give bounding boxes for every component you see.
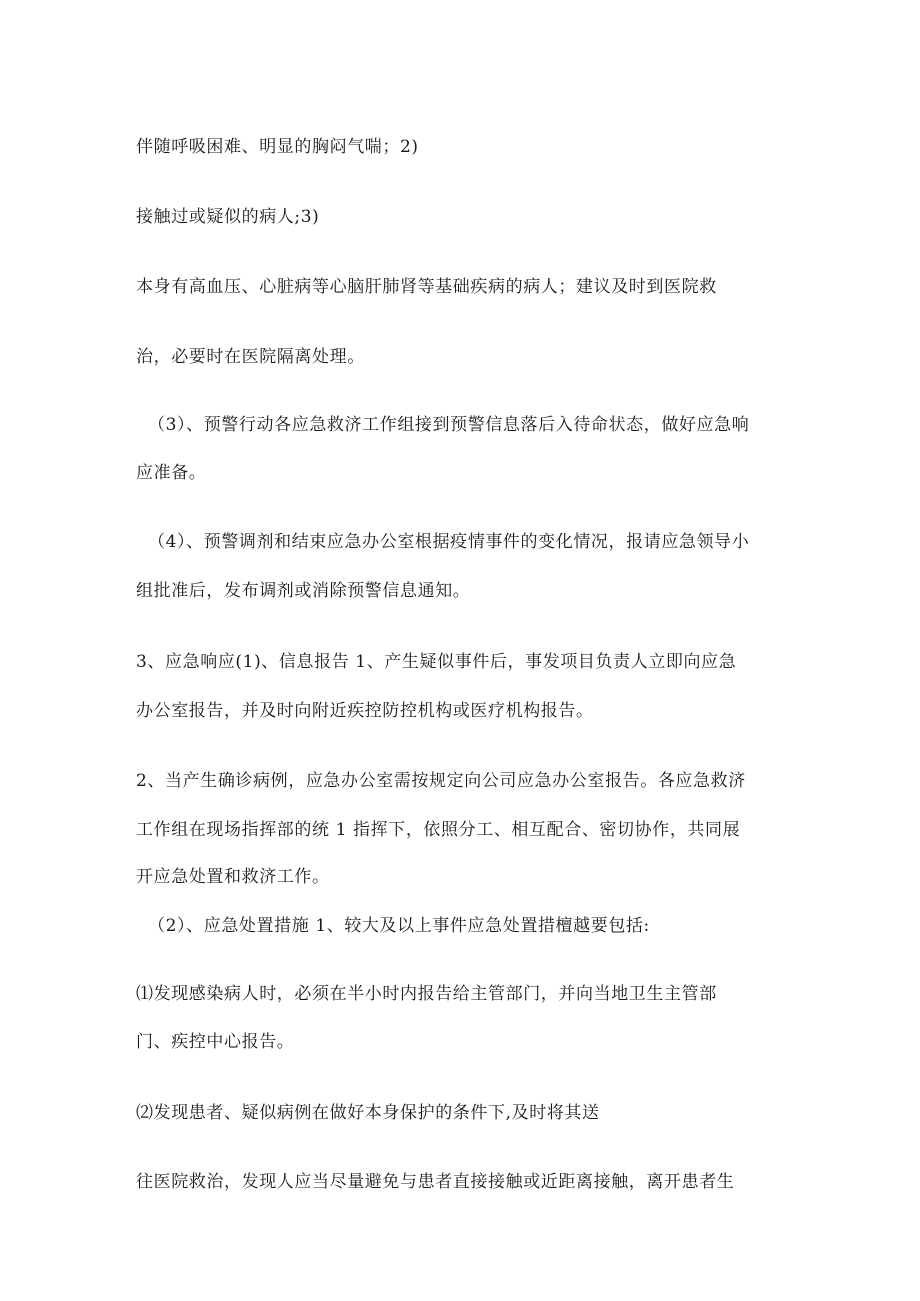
text-line: 工作组在现场指挥部的统 1 指挥下，依照分工、相互配合、密切协作，共同展	[136, 820, 741, 840]
text-line: （2）、应急处置措施 1、较大及以上事件应急处置措檀越要包括:	[148, 916, 650, 936]
text-line: 2、当产生确诊病例，应急办公室需按规定向公司应急办公室报告。各应急救济	[136, 771, 746, 791]
text-line: 组批准后，发布调剂或消除预警信息通知。	[136, 581, 471, 601]
text-line: 门、疾控中心报告。	[136, 1032, 295, 1052]
text-line: 往医院救治，发现人应当尽量避免与患者直接接触或近距离接触，离开患者生	[136, 1172, 735, 1192]
text-line: ⑴发现感染病人时，必须在半小时内报告给主管部门，并向当地卫生主管部	[136, 984, 717, 1004]
text-line: ⑵发现患者、疑似病例在做好本身保护的条件下,及时将其送	[136, 1103, 600, 1123]
text-line: 3、应急响应(1)、信息报告 1、产生疑似事件后，事发项目负责人立即向应急	[136, 652, 737, 672]
text-line: 办公室报告，并及时向附近疾控防控机构或医疗机构报告。	[136, 701, 594, 721]
text-line: 接触过或疑似的病人;3)	[136, 207, 320, 227]
text-line: 伴随呼吸困难、明显的胸闷气喘；2)	[136, 137, 419, 157]
text-line: （3）、预警行动各应急救济工作组接到预警信息落后入待命状态，做好应急响	[148, 415, 750, 435]
text-line: （4）、预警调剂和结束应急办公室根据疫情事件的变化情况，报请应急领导小	[148, 532, 750, 552]
text-line: 本身有高血压、心脏病等心脑肝肺肾等基础疾病的病人；建议及时到医院救	[136, 277, 717, 297]
text-line: 开应急处置和救济工作。	[136, 867, 330, 887]
text-line: 应准备。	[136, 463, 207, 483]
text-line: 治，必要时在医院隔离处理。	[136, 347, 365, 367]
